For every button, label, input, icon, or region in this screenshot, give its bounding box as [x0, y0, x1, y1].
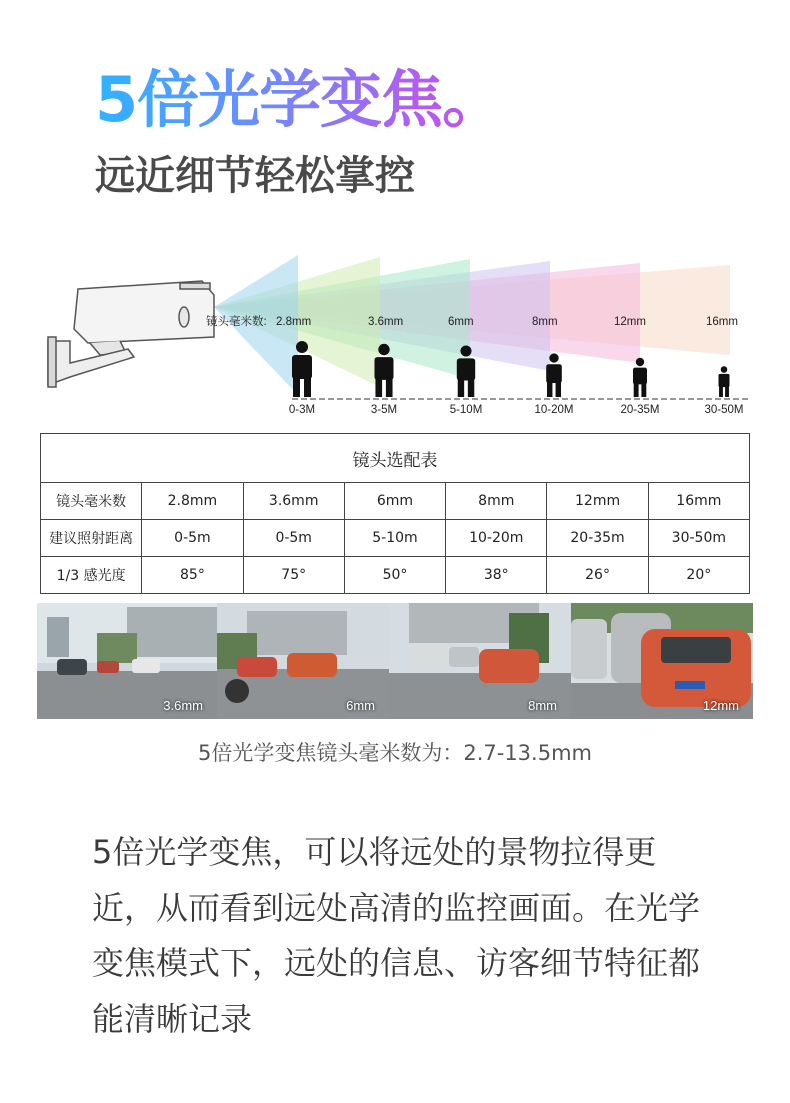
table-cell: 0-5m	[243, 520, 344, 557]
table-cell: 0-5m	[142, 520, 243, 557]
focal-length-label: 16mm	[706, 316, 738, 328]
table-cell: 3.6mm	[243, 483, 344, 520]
sample-photo	[571, 603, 753, 719]
photo-caption: 3.6mm	[163, 698, 203, 713]
table-cell: 12mm	[547, 483, 648, 520]
table-cell: 6mm	[344, 483, 445, 520]
lens-table	[40, 433, 750, 594]
sample-photo	[37, 603, 217, 719]
table-cell: 2.8mm	[142, 483, 243, 520]
table-cell: 10-20m	[446, 520, 547, 557]
description-paragraph: 5倍光学变焦，可以将远处的景物拉得更近，从而看到远处高清的监控画面。在光学变焦模式下，远处的信息、访客细节特征都能清晰记录	[92, 833, 701, 1038]
row-header: 建议照射距离	[41, 520, 142, 557]
table-cell: 85°	[142, 557, 243, 594]
subheadline: 远近细节轻松掌控	[95, 153, 415, 199]
zoom-range-caption: 5倍光学变焦镜头毫米数为：2.7-13.5mm	[197, 741, 592, 765]
focal-length-label: 8mm	[532, 316, 558, 328]
person-icon	[719, 366, 730, 397]
table-cell: 20-35m	[547, 520, 648, 557]
table-cell: 5-10m	[344, 520, 445, 557]
distance-labels	[289, 404, 744, 416]
focal-length-label: 2.8mm	[276, 316, 312, 328]
row-header: 1/3 感光度	[41, 557, 142, 594]
photo-caption: 8mm	[528, 698, 557, 713]
table-row	[41, 520, 750, 557]
table-cell: 38°	[446, 557, 547, 594]
focal-length-label: 3.6mm	[368, 316, 404, 328]
distance-label: 0-3M	[288, 404, 316, 416]
camera-icon	[48, 281, 214, 387]
distance-label: 30-50M	[704, 404, 744, 416]
focal-length-label: 12mm	[614, 316, 646, 328]
table-row	[41, 557, 750, 594]
table-cell: 26°	[547, 557, 648, 594]
lens-prefix-label: 镜头毫米数:	[206, 316, 267, 328]
distance-label: 20-35M	[620, 404, 660, 416]
focal-length-label: 6mm	[448, 316, 474, 328]
distance-label: 10-20M	[534, 404, 574, 416]
table-cell: 20°	[648, 557, 749, 594]
table-row	[41, 483, 750, 520]
table-cell: 50°	[344, 557, 445, 594]
table-cell: 30-50m	[648, 520, 749, 557]
photo-caption: 12mm	[702, 698, 739, 713]
distance-label: 3-5M	[370, 404, 398, 416]
sample-photo-strip	[37, 603, 753, 719]
table-cell: 16mm	[648, 483, 749, 520]
zoom-diagram	[30, 245, 760, 425]
photo-caption: 6mm	[346, 698, 375, 713]
row-header: 镜头毫米数	[41, 483, 142, 520]
headline: 5倍光学变焦。	[95, 63, 504, 136]
distance-label: 5-10M	[449, 404, 483, 416]
table-title: 镜头选配表	[41, 434, 750, 483]
sample-photo	[217, 603, 389, 719]
table-cell: 8mm	[446, 483, 547, 520]
sample-photo	[389, 603, 571, 719]
person-icon	[633, 358, 647, 397]
table-cell: 75°	[243, 557, 344, 594]
